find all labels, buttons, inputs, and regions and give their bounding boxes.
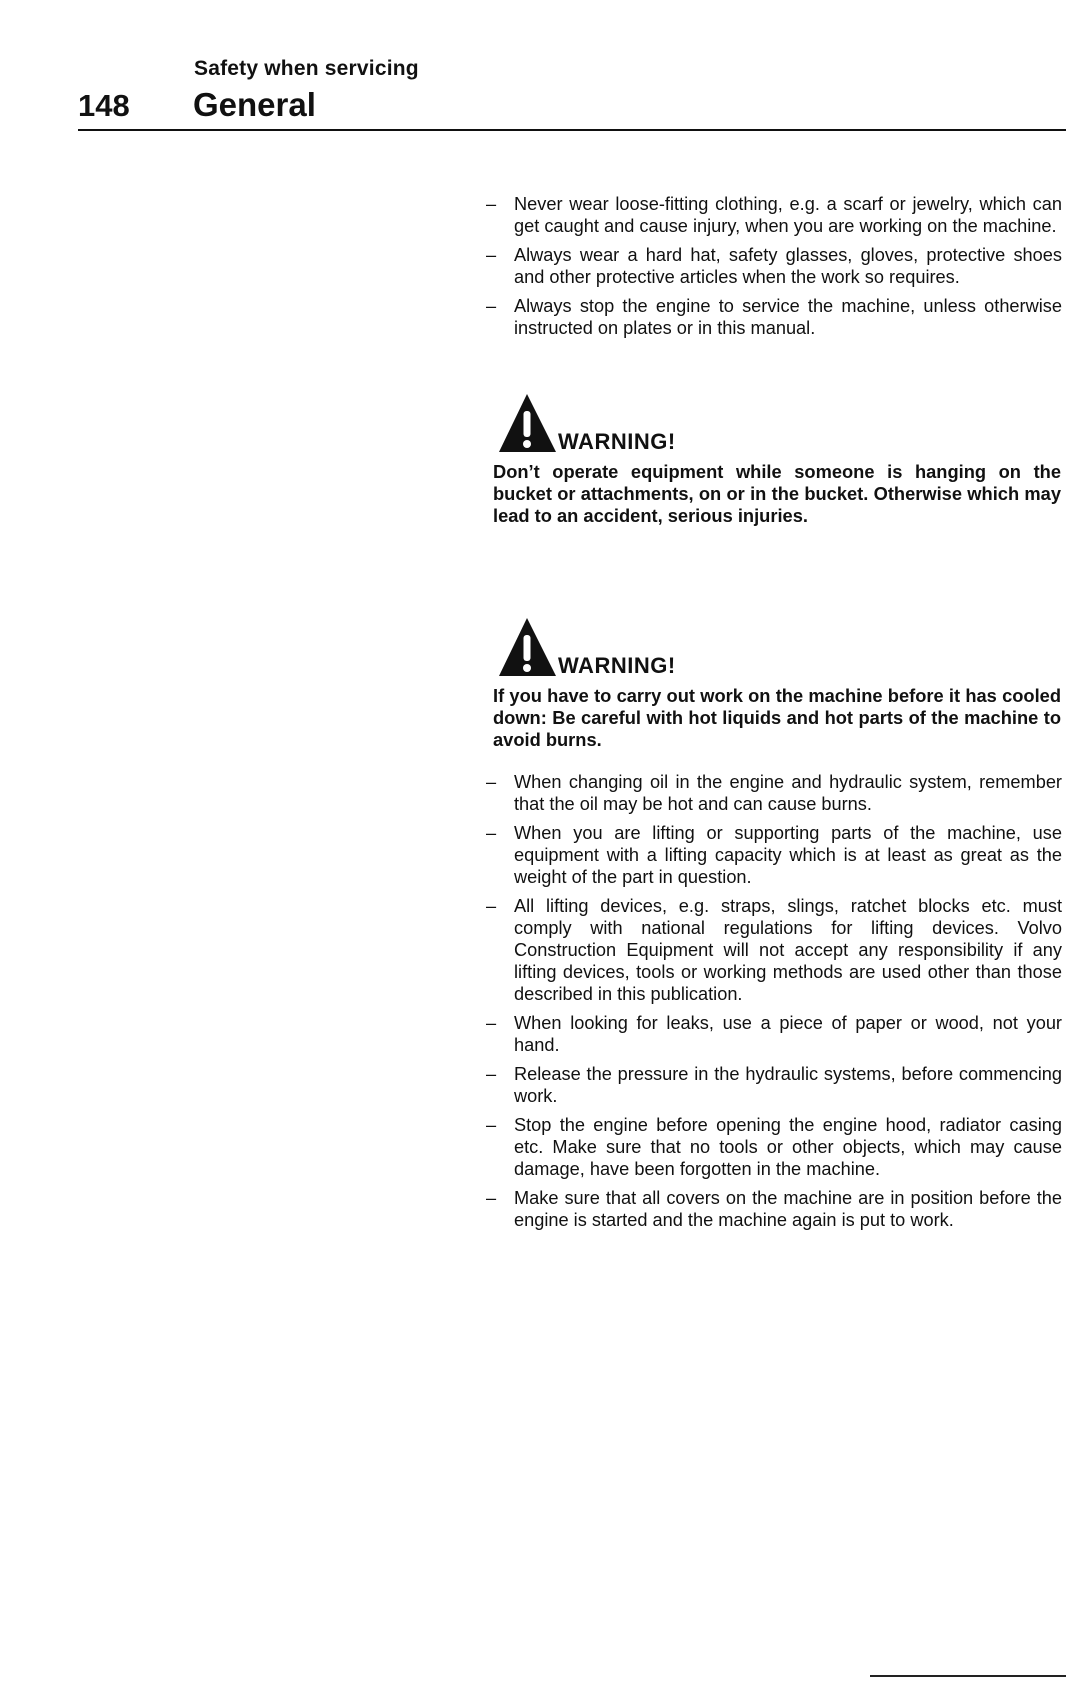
list-item-text: When looking for leaks, use a piece of paper or wood, not your hand. — [514, 1013, 1062, 1055]
dash-bullet: – — [486, 1115, 497, 1135]
list-item-text: Never wear loose-fitting clothing, e.g. a scarf or jewelry, which can get caught and cause injury, when you are working on the machine. — [514, 194, 1062, 236]
list-item — [486, 822, 1062, 888]
dash-bullet: – — [486, 772, 497, 792]
list-item — [486, 895, 1062, 1005]
list-item-text: Release the pressure in the hydraulic systems, before commencing work. — [514, 1064, 1062, 1106]
dash-bullet: – — [486, 245, 497, 265]
page-title: General — [193, 86, 316, 123]
warning-title: WARNING! — [558, 653, 676, 678]
warning-heading — [493, 614, 1061, 678]
dash-bullet: – — [486, 194, 497, 214]
safety-list-bottom — [486, 771, 1062, 1238]
list-item-text: Always stop the engine to service the machine, unless otherwise instructed on plates or in this manual. — [514, 296, 1062, 338]
dash-bullet: – — [486, 296, 497, 316]
list-item — [486, 193, 1062, 237]
warning-block-hanging — [493, 390, 1061, 527]
dash-bullet: – — [486, 1013, 497, 1033]
warning-triangle-icon — [493, 616, 557, 678]
list-item — [486, 1063, 1062, 1107]
list-item — [486, 1187, 1062, 1231]
dash-bullet: – — [486, 1064, 497, 1084]
dash-bullet: – — [486, 896, 497, 916]
list-item-text: Make sure that all covers on the machine are in position before the engine is started and the machine again is put to work. — [514, 1188, 1062, 1230]
dash-bullet: – — [486, 823, 497, 843]
warning-block-hot-parts — [493, 614, 1061, 751]
warning-title: WARNING! — [558, 429, 676, 454]
warning-text: If you have to carry out work on the machine before it has cooled down: Be careful with hot liquids and hot parts of the machine to avoid burns. — [493, 685, 1061, 750]
list-item — [486, 244, 1062, 288]
list-item-text: All lifting devices, e.g. straps, slings, ratchet blocks etc. must comply with national regulations for lifting devices. Volvo Construction Equipment will not accept any responsibility if any lifting devices, tools or working methods are used other than those described in this publication. — [514, 896, 1062, 1004]
list-item — [486, 1012, 1062, 1056]
list-item — [486, 295, 1062, 339]
footer-divider — [870, 1675, 1066, 1677]
section-label: Safety when servicing — [194, 57, 419, 80]
dash-bullet: – — [486, 1188, 497, 1208]
warning-text: Don’t operate equipment while someone is hanging on the bucket or attachments, on or in the bucket. Otherwise which may lead to an accident, serious injuries. — [493, 461, 1061, 526]
list-item — [486, 771, 1062, 815]
warning-heading — [493, 390, 1061, 454]
header-divider — [78, 129, 1066, 131]
page-number: 148 — [78, 88, 130, 123]
list-item-text: When you are lifting or supporting parts of the machine, use equipment with a lifting capacity which is at least as great as the weight of the part in question. — [514, 823, 1062, 887]
list-item-text: When changing oil in the engine and hydraulic system, remember that the oil may be hot and can cause burns. — [514, 772, 1062, 814]
list-item-text: Always wear a hard hat, safety glasses, gloves, protective shoes and other protective articles when the work so requires. — [514, 245, 1062, 287]
safety-list-top — [486, 193, 1062, 346]
list-item — [486, 1114, 1062, 1180]
warning-triangle-icon — [493, 392, 557, 454]
list-item-text: Stop the engine before opening the engine hood, radiator casing etc. Make sure that no tools or other objects, which may cause damage, have been forgotten in the machine. — [514, 1115, 1062, 1179]
